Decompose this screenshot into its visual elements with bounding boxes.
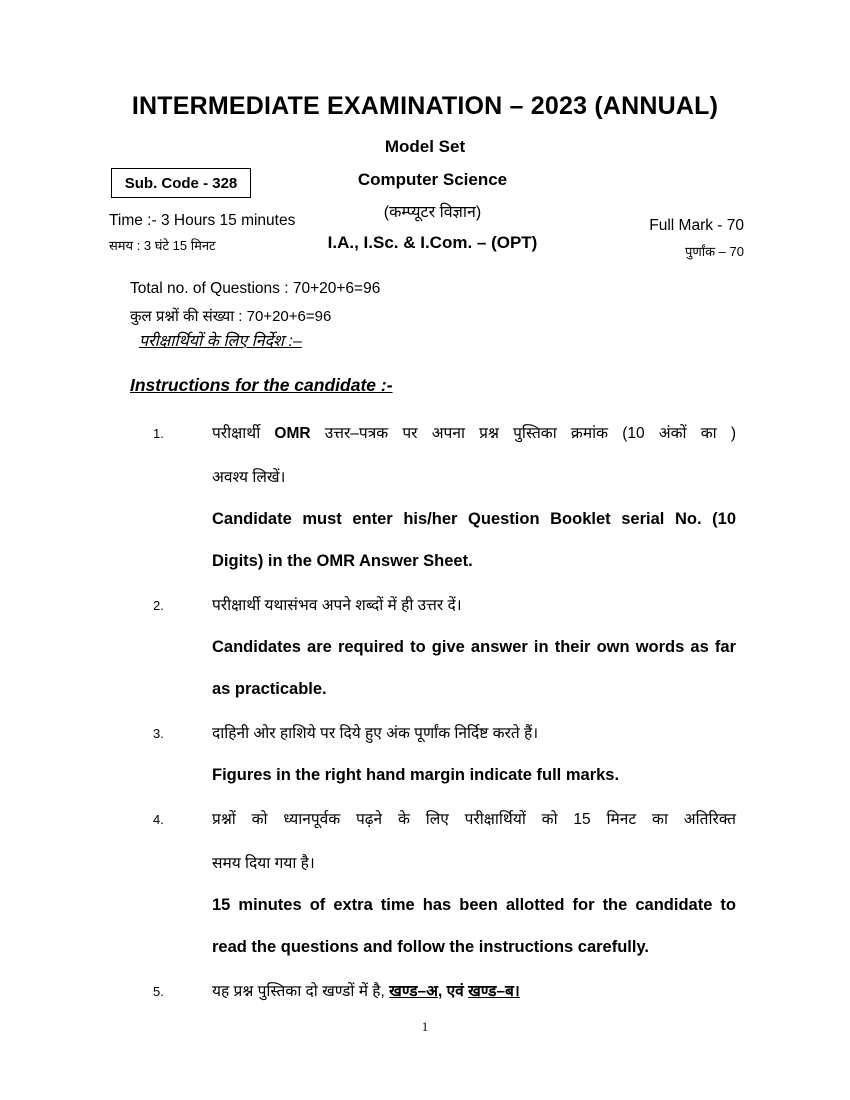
instruction-5-hindi-joiner: , एवं [437,983,469,1000]
full-mark-hindi: पुर्णांक – 70 [684,244,744,259]
instruction-5-hindi-line-1 [212,979,736,1001]
model-set-label: Model Set [384,137,466,156]
instruction-2-english-line-1: Candidates are required to give answer in their own words as far [212,638,736,656]
instructions-heading: Instructions for the candidate :- [130,375,393,395]
directions-heading-hindi: परीक्षार्थियों के लिए निर्देश :– [139,333,302,350]
subject-code-box: Sub. Code - 328 [111,168,251,198]
time-allowed: Time :- 3 Hours 15 minutes [109,212,296,229]
instruction-4-hindi-line-2: समय दिया गया है। [212,855,315,872]
instruction-2-hindi-line-1: परीक्षार्थी यथासंभव अपने शब्दों में ही उत्तर दें। [212,597,462,614]
total-questions: Total no. of Questions : 70+20+6=96 [130,280,381,297]
instruction-2-english-line-2: as practicable. [212,680,327,698]
subject-name-hindi: (कम्प्यूटर विज्ञान) [383,204,482,221]
instruction-4-english-line-2: read the questions and follow the instructions carefully. [212,938,650,956]
instruction-1-hindi-line-1 [212,421,736,443]
instruction-number: 4. [153,812,164,827]
instruction-1-english-line-1: Candidate must enter his/her Question Booklet serial No. (10 [212,510,736,528]
section-b-label: खण्ड–ब। [468,983,520,1000]
exam-title: INTERMEDIATE EXAMINATION – 2023 (ANNUAL) [131,92,719,120]
instruction-number: 5. [153,984,164,999]
instruction-number: 2. [153,598,164,613]
instruction-number: 1. [153,426,164,441]
instruction-5-hindi-prefix: यह प्रश्न पुस्तिका दो खण्डों में है, [212,983,390,1000]
instruction-3-english-line-1: Figures in the right hand margin indicate full marks. [212,766,620,784]
instruction-1-hindi-suffix: उत्तर–पत्रक पर अपना प्रश्न पुस्तिका क्रमांक (10 अंकों का ) [310,425,736,442]
section-a-label: खण्ड–अ [389,983,438,1000]
instruction-1-omr: OMR [274,425,311,442]
full-mark: Full Mark - 70 [649,217,744,234]
instruction-4-hindi-line-1: प्रश्नों को ध्यानपूर्वक पढ़ने के लिए परीक्षार्थियों को 15 मिनट का अतिरिक्त [212,811,736,828]
instruction-4-english-line-1: 15 minutes of extra time has been allotted for the candidate to [212,896,736,914]
instruction-1-hindi-prefix: परीक्षार्थी [212,425,275,442]
total-questions-hindi: कुल प्रश्नों की संख्या : 70+20+6=96 [130,308,332,325]
instruction-1-english-line-2: Digits) in the OMR Answer Sheet. [212,552,473,570]
instruction-3-hindi-line-1: दाहिनी ओर हाशिये पर दिये हुए अंक पूर्णांक निर्दिष्ट करते हैं। [212,725,539,742]
instruction-1-hindi-line-2: अवश्य लिखें। [212,469,286,486]
instruction-number: 3. [153,726,164,741]
stream-label: I.A., I.Sc. & I.Com. – (OPT) [327,233,538,252]
page-number: 1 [421,1019,429,1034]
subject-name: Computer Science [357,170,508,189]
time-allowed-hindi: समय : 3 घंटे 15 मिनट [109,238,216,253]
